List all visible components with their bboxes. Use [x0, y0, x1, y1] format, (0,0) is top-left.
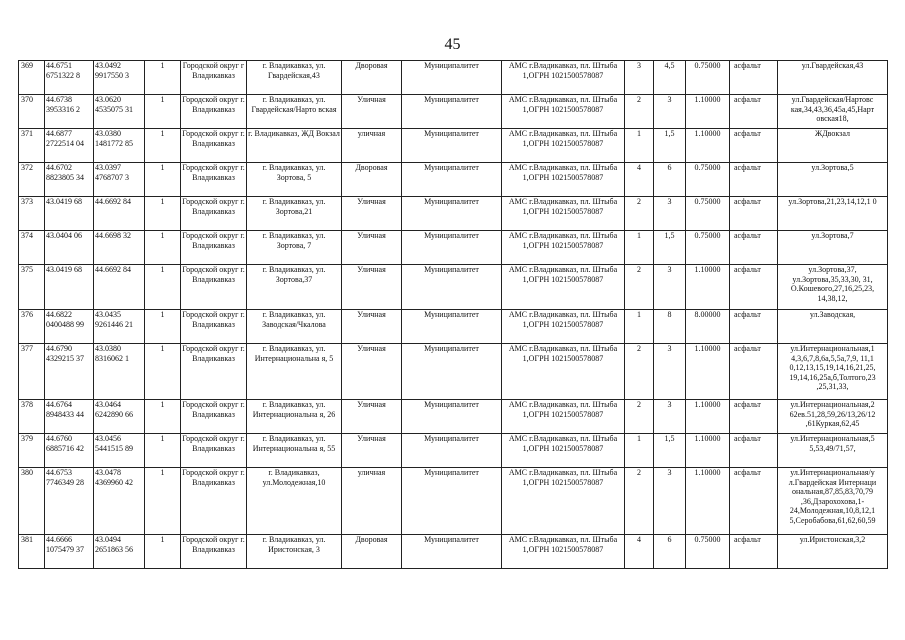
width-cell: 6	[654, 163, 686, 197]
address-cell: г. Владикавказ, ул. Интернациональна я, 55	[247, 434, 342, 468]
road-registry-table	[18, 60, 888, 569]
lanes-cell: 1	[625, 231, 654, 265]
longitude-cell: 43.0380 1481772 85	[94, 129, 145, 163]
district-cell: Городской округ г. Владикавказ	[181, 129, 247, 163]
longitude-cell: 43.0456 5441515 89	[94, 434, 145, 468]
streets-cell: ул.Интернациональная,2 62ев.51,28,59,26/13,26/12 ,61Куркая,62,45	[778, 400, 888, 434]
owner-cell: Муниципалитет	[402, 265, 502, 310]
road-type-cell: уличная	[342, 129, 402, 163]
length-cell: 1.10000	[686, 129, 730, 163]
district-cell: Городской округ г. Владикавказ	[181, 163, 247, 197]
count-cell: 1	[145, 468, 181, 535]
streets-cell: ул.Интернациональная,1 4,3,6,7,8,6а,5,5а,7,9, 11,1 0,12,13,15,19,14,16,21,25, 19,14,16,25а,б,Толтого,23 ,25,31,33,	[778, 344, 888, 400]
road-type-cell: Уличная	[342, 95, 402, 129]
latitude-cell: 44.6753 7746349 28	[45, 468, 94, 535]
length-cell: 0.75000	[686, 535, 730, 569]
streets-cell: ул.Интернациональная/у л.Гвардейская Интернаци ональная,87,85,83,70,79 ,36,Дзарохохова,1-24,Молодежная,10,8,12,1 5,Серобабова,61,62,60,59	[778, 468, 888, 535]
length-cell: 1.10000	[686, 468, 730, 535]
district-cell: Городской округ г. Владикавказ	[181, 197, 247, 231]
address-cell: г. Владикавказ, ул. Интернациональна я, 5	[247, 344, 342, 400]
owner-cell: Муниципалитет	[402, 231, 502, 265]
table-row	[19, 535, 888, 569]
row-number: 371	[19, 129, 45, 163]
lanes-cell: 1	[625, 129, 654, 163]
lanes-cell: 2	[625, 344, 654, 400]
owner-cell: Муниципалитет	[402, 95, 502, 129]
longitude-cell: 44.6692 84	[94, 265, 145, 310]
latitude-cell: 44.6760 6885716 42	[45, 434, 94, 468]
table-row	[19, 61, 888, 95]
road-type-cell: Уличная	[342, 197, 402, 231]
width-cell: 3	[654, 400, 686, 434]
width-cell: 1,5	[654, 231, 686, 265]
organization-cell: АМС г.Владикавказ, пл. Штыба 1,ОГРН 1021500578087	[502, 197, 625, 231]
row-number: 379	[19, 434, 45, 468]
streets-cell: ЖДвокзал	[778, 129, 888, 163]
address-cell: г. Владикавказ, ул. Гвардейская,43	[247, 61, 342, 95]
length-cell: 0.75000	[686, 197, 730, 231]
latitude-cell: 44.6702 8823805 34	[45, 163, 94, 197]
row-number: 374	[19, 231, 45, 265]
table-row	[19, 310, 888, 344]
address-cell: г. Владикавказ, ул. Зортова, 5	[247, 163, 342, 197]
owner-cell: Муниципалитет	[402, 468, 502, 535]
count-cell: 1	[145, 163, 181, 197]
organization-cell: АМС г.Владикавказ, пл. Штыба 1,ОГРН 1021500578087	[502, 129, 625, 163]
row-number: 380	[19, 468, 45, 535]
district-cell: Городской округ г. Владикавказ	[181, 95, 247, 129]
surface-cell: асфальт	[730, 344, 778, 400]
length-cell: 1.10000	[686, 265, 730, 310]
lanes-cell: 2	[625, 95, 654, 129]
district-cell: Городской округ г. Владикавказ	[181, 265, 247, 310]
road-type-cell: Уличная	[342, 310, 402, 344]
surface-cell: асфальт	[730, 310, 778, 344]
address-cell: г. Владикавказ, ул. Зортова,21	[247, 197, 342, 231]
organization-cell: АМС г.Владикавказ, пл. Штыба 1,ОГРН 1021500578087	[502, 468, 625, 535]
latitude-cell: 43.0419 68	[45, 197, 94, 231]
table-row	[19, 265, 888, 310]
address-cell: г. Владикавказ, ЖД Вокзал	[247, 129, 342, 163]
address-cell: г. Владикавказ, ул.Молодежная,10	[247, 468, 342, 535]
surface-cell: асфальт	[730, 468, 778, 535]
width-cell: 4,5	[654, 61, 686, 95]
count-cell: 1	[145, 400, 181, 434]
longitude-cell: 44.6698 32	[94, 231, 145, 265]
district-cell: Городской округ г Владикавказ	[181, 61, 247, 95]
longitude-cell: 43.0435 9261446 21	[94, 310, 145, 344]
latitude-cell: 43.0404 06	[45, 231, 94, 265]
surface-cell: асфальт	[730, 129, 778, 163]
road-type-cell: Уличная	[342, 400, 402, 434]
district-cell: Городской округ г. Владикавказ	[181, 231, 247, 265]
surface-cell: асфальт	[730, 61, 778, 95]
lanes-cell: 2	[625, 468, 654, 535]
length-cell: 1.10000	[686, 400, 730, 434]
lanes-cell: 2	[625, 400, 654, 434]
organization-cell: АМС г.Владикавказ, пл. Штыба 1,ОГРН 1021500578087	[502, 434, 625, 468]
owner-cell: Муниципалитет	[402, 163, 502, 197]
latitude-cell: 44.6666 1075479 37	[45, 535, 94, 569]
address-cell: г. Владикавказ, ул. Интернациональна я, 26	[247, 400, 342, 434]
lanes-cell: 2	[625, 265, 654, 310]
width-cell: 3	[654, 197, 686, 231]
count-cell: 1	[145, 95, 181, 129]
longitude-cell: 43.0478 4369960 42	[94, 468, 145, 535]
length-cell: 0.75000	[686, 231, 730, 265]
page-number: 45	[444, 36, 461, 53]
row-number: 369	[19, 61, 45, 95]
width-cell: 1,5	[654, 129, 686, 163]
owner-cell: Муниципалитет	[402, 310, 502, 344]
count-cell: 1	[145, 434, 181, 468]
surface-cell: асфальт	[730, 95, 778, 129]
road-type-cell: Дворовая	[342, 163, 402, 197]
organization-cell: АМС г.Владикавказ, пл. Штыба 1,ОГРН 1021500578087	[502, 61, 625, 95]
count-cell: 1	[145, 535, 181, 569]
streets-cell: ул.Зортова,5	[778, 163, 888, 197]
road-type-cell: уличная	[342, 468, 402, 535]
length-cell: 1.10000	[686, 344, 730, 400]
streets-cell: ул.Интернациональная,5 5,53,49/71,57,	[778, 434, 888, 468]
latitude-cell: 43.0419 68	[45, 265, 94, 310]
table-row	[19, 231, 888, 265]
latitude-cell: 44.6822 0400488 99	[45, 310, 94, 344]
streets-cell: ул.Зортова,7	[778, 231, 888, 265]
length-cell: 0.75000	[686, 163, 730, 197]
width-cell: 8	[654, 310, 686, 344]
longitude-cell: 43.0494 2651863 56	[94, 535, 145, 569]
row-number: 378	[19, 400, 45, 434]
count-cell: 1	[145, 197, 181, 231]
lanes-cell: 1	[625, 434, 654, 468]
longitude-cell: 44.6692 84	[94, 197, 145, 231]
surface-cell: асфальт	[730, 163, 778, 197]
organization-cell: АМС г.Владикавказ, пл. Штыба 1,ОГРН 1021500578087	[502, 310, 625, 344]
latitude-cell: 44.6764 8948433 44	[45, 400, 94, 434]
surface-cell: асфальт	[730, 231, 778, 265]
latitude-cell: 44.6877 2722514 04	[45, 129, 94, 163]
table-row	[19, 400, 888, 434]
road-type-cell: Уличная	[342, 231, 402, 265]
address-cell: г. Владикавказ, ул. Гвардейская/Нарто вская	[247, 95, 342, 129]
count-cell: 1	[145, 61, 181, 95]
owner-cell: Муниципалитет	[402, 400, 502, 434]
width-cell: 3	[654, 468, 686, 535]
owner-cell: Муниципалитет	[402, 61, 502, 95]
width-cell: 1,5	[654, 434, 686, 468]
district-cell: Городской округ г. Владикавказ	[181, 344, 247, 400]
streets-cell: ул.Зортова,21,23,14,12,1 0	[778, 197, 888, 231]
surface-cell: асфальт	[730, 265, 778, 310]
row-number: 373	[19, 197, 45, 231]
length-cell: 1.10000	[686, 95, 730, 129]
address-cell: г. Владикавказ, ул. Иристонская, 3	[247, 535, 342, 569]
owner-cell: Муниципалитет	[402, 197, 502, 231]
organization-cell: АМС г.Владикавказ, пл. Штыба 1,ОГРН 1021500578087	[502, 265, 625, 310]
streets-cell: ул.Гвардейская,43	[778, 61, 888, 95]
lanes-cell: 4	[625, 163, 654, 197]
longitude-cell: 43.0492 9917550 3	[94, 61, 145, 95]
lanes-cell: 1	[625, 310, 654, 344]
district-cell: Городской округ г. Владикавказ	[181, 535, 247, 569]
road-type-cell: Уличная	[342, 265, 402, 310]
surface-cell: асфальт	[730, 434, 778, 468]
owner-cell: Муниципалитет	[402, 344, 502, 400]
streets-cell: ул.Гвардейская/Нартовс кая,34,43,36,45а,45,Нарт овская18,	[778, 95, 888, 129]
row-number: 370	[19, 95, 45, 129]
address-cell: г. Владикавказ, ул. Заводская/Чкалова	[247, 310, 342, 344]
latitude-cell: 44.6738 3953316 2	[45, 95, 94, 129]
lanes-cell: 2	[625, 197, 654, 231]
length-cell: 0.75000	[686, 61, 730, 95]
road-type-cell: Уличная	[342, 344, 402, 400]
address-cell: г. Владикавказ, ул. Зортова,37	[247, 265, 342, 310]
row-number: 372	[19, 163, 45, 197]
organization-cell: АМС г.Владикавказ, пл. Штыба 1,ОГРН 1021500578087	[502, 344, 625, 400]
owner-cell: Муниципалитет	[402, 535, 502, 569]
width-cell: 6	[654, 535, 686, 569]
length-cell: 1.10000	[686, 434, 730, 468]
streets-cell: ул.Зортова,37, ул.Зортова,35,33,30, 31, О.Кошевого,27,16,25,23, 14,38,12,	[778, 265, 888, 310]
row-number: 375	[19, 265, 45, 310]
width-cell: 3	[654, 95, 686, 129]
count-cell: 1	[145, 231, 181, 265]
longitude-cell: 43.0620 4535075 31	[94, 95, 145, 129]
streets-cell: ул.Иристонская,3,2	[778, 535, 888, 569]
streets-cell: ул.Заводская,	[778, 310, 888, 344]
count-cell: 1	[145, 129, 181, 163]
latitude-cell: 44.6751 6751322 8	[45, 61, 94, 95]
table-row	[19, 468, 888, 535]
count-cell: 1	[145, 265, 181, 310]
table-row	[19, 129, 888, 163]
table-row	[19, 197, 888, 231]
lanes-cell: 3	[625, 61, 654, 95]
table-row	[19, 95, 888, 129]
surface-cell: асфальт	[730, 400, 778, 434]
organization-cell: АМС г.Владикавказ, пл. Штыба 1,ОГРН 1021500578087	[502, 535, 625, 569]
district-cell: Городской округ г. Владикавказ	[181, 400, 247, 434]
address-cell: г. Владикавказ, ул. Зортова, 7	[247, 231, 342, 265]
organization-cell: АМС г.Владикавказ, пл. Штыба 1,ОГРН 1021500578087	[502, 95, 625, 129]
table-row	[19, 434, 888, 468]
width-cell: 3	[654, 265, 686, 310]
count-cell: 1	[145, 310, 181, 344]
table-row	[19, 344, 888, 400]
owner-cell: Муниципалитет	[402, 434, 502, 468]
longitude-cell: 43.0397 4768707 3	[94, 163, 145, 197]
district-cell: Городской округ г. Владикавказ	[181, 434, 247, 468]
lanes-cell: 4	[625, 535, 654, 569]
surface-cell: асфальт	[730, 535, 778, 569]
district-cell: Городской округ г. Владикавказ	[181, 310, 247, 344]
district-cell: Городской округ г. Владикавказ	[181, 468, 247, 535]
latitude-cell: 44.6790 4329215 37	[45, 344, 94, 400]
table-row	[19, 163, 888, 197]
organization-cell: АМС г.Владикавказ, пл. Штыба 1,ОГРН 1021500578087	[502, 163, 625, 197]
surface-cell: асфальт	[730, 197, 778, 231]
row-number: 377	[19, 344, 45, 400]
road-type-cell: Дворовая	[342, 61, 402, 95]
row-number: 376	[19, 310, 45, 344]
row-number: 381	[19, 535, 45, 569]
width-cell: 3	[654, 344, 686, 400]
count-cell: 1	[145, 344, 181, 400]
road-type-cell: Дворовая	[342, 535, 402, 569]
road-type-cell: Уличная	[342, 434, 402, 468]
length-cell: 8.00000	[686, 310, 730, 344]
longitude-cell: 43.0464 6242890 66	[94, 400, 145, 434]
organization-cell: АМС г.Владикавказ, пл. Штыба 1,ОГРН 1021500578087	[502, 400, 625, 434]
owner-cell: Муниципалитет	[402, 129, 502, 163]
longitude-cell: 43.0380 8316062 1	[94, 344, 145, 400]
organization-cell: АМС г.Владикавказ, пл. Штыба 1,ОГРН 1021500578087	[502, 231, 625, 265]
